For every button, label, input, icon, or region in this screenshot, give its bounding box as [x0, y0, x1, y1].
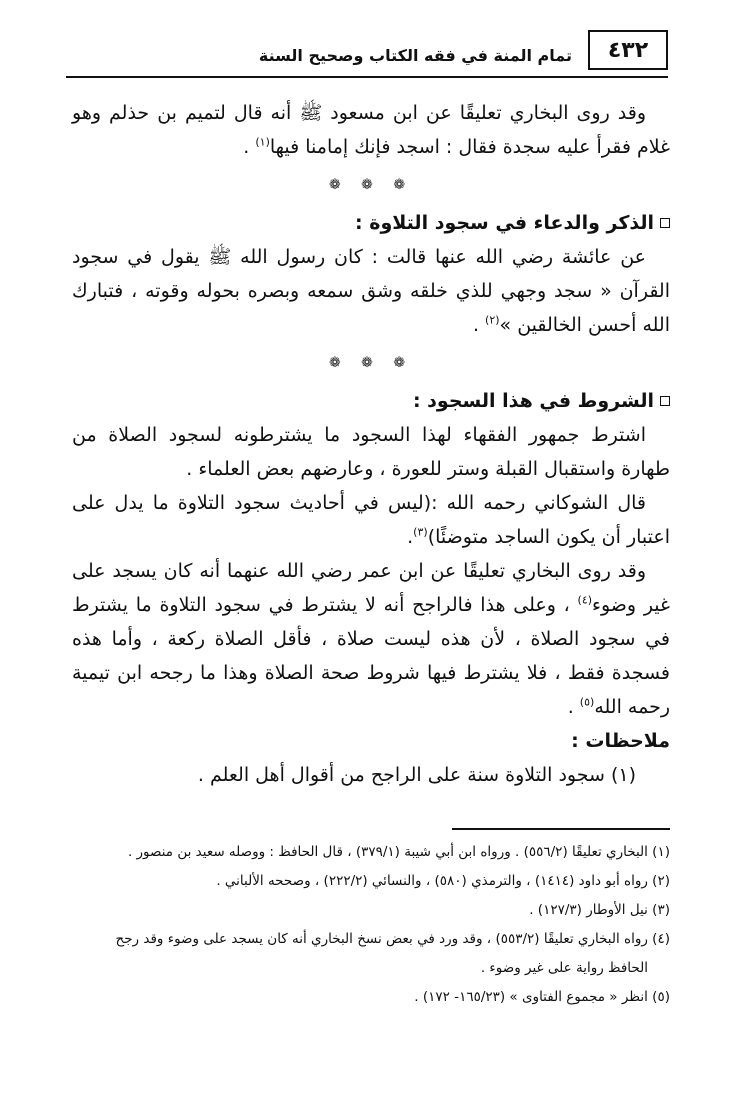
- footnote-ref: (٢): [485, 313, 500, 327]
- footnote-ref: (١): [255, 135, 270, 149]
- footnote-rule: [452, 828, 670, 830]
- paragraph-text: وقد روى البخاري تعليقًا عن ابن عمر رضي الله عنهما أنه كان يسجد على غير وضوء: [72, 560, 670, 616]
- section-heading-dhikr: [72, 206, 670, 240]
- paragraph-end: .: [243, 136, 256, 158]
- square-bullet-icon: [660, 218, 670, 228]
- footnote-5: (٥) انظر « مجموع الفتاوى » (١٦٥/٢٣- ١٧٢) .: [414, 989, 670, 1005]
- paragraph-end: .: [407, 526, 414, 548]
- footnote-2: (٢) رواه أبو داود (١٤١٤) ، والترمذي (٥٨٠) ، والنسائي (٢٢٢/٢) ، وصححه الألباني .: [216, 873, 670, 889]
- note-item: (١) سجود التلاوة سنة على الراجح من أقوال أهل العلم .: [197, 764, 636, 786]
- paragraph-text: عن عائشة رضي الله عنها قالت : كان رسول الله ﷺ يقول في سجود القرآن « سجد وجهي للذي خلقه وشق سمعه وبصره بحوله وقوته ، فتبارك الله أحسن الخالقين »: [72, 246, 670, 336]
- section-heading-text: الشروط في هذا السجود :: [412, 390, 654, 412]
- notes-heading: ملاحظات :: [571, 730, 670, 752]
- ornament-divider: ❁ ❁ ❁: [328, 355, 414, 371]
- section-heading-text: الذكر والدعاء في سجود التلاوة :: [355, 212, 654, 234]
- book-title: تمام المنة في فقه الكتاب وصحيح السنة: [258, 46, 572, 65]
- page-number: ٤٣٢: [588, 30, 668, 70]
- footnote-1: (١) البخاري تعليقًا (٥٥٦/٢) . ورواه ابن أبي شيبة (٣٧٩/١) ، قال الحافظ : ووصله سعيد بن منصور .: [127, 844, 670, 860]
- paragraph-line: فقرأ عليه سجدة فقال : اسجد فإنك إمامنا فيها: [269, 136, 631, 158]
- paragraph-conditions: اشترط جمهور الفقهاء لهذا السجود ما يشترطونه لسجود الصلاة من طهارة واستقبال القبلة وستر للعورة ، وعارضهم بعض العلماء .: [72, 424, 670, 480]
- main-content: [72, 96, 670, 792]
- paragraph-ibn-umar: [72, 554, 670, 724]
- footnotes: [72, 838, 670, 1012]
- paragraph-end: .: [567, 696, 580, 718]
- square-bullet-icon: [660, 396, 670, 406]
- page-header: [66, 30, 668, 84]
- footnote-ref: (٥): [579, 695, 595, 709]
- paragraph-ibn-masud: [72, 96, 670, 164]
- paragraph-end: .: [472, 314, 486, 336]
- ornament-divider: ❁ ❁ ❁: [328, 177, 414, 193]
- footnote-4-continued: الحافظ رواية على غير وضوء .: [480, 960, 648, 976]
- footnote-ref: (٤): [577, 593, 593, 607]
- footnote-ref: (٣): [413, 525, 428, 539]
- paragraph-shawkani: [72, 486, 670, 554]
- paragraph-text: قال الشوكاني رحمه الله :(ليس في أحاديث سجود التلاوة ما يدل على اعتبار أن يكون الساجد متوضئًا): [72, 492, 670, 548]
- header-rule: [66, 76, 668, 78]
- paragraph-text: ، وعلى هذا فالراجح أنه لا يشترط في سجود التلاوة ما يشترط في سجود الصلاة ، لأن هذه ليست صلاة ، فأقل الصلاة ركعة ، وأما هذه فسجدة فقط ، فلا يشترط فيها شروط صحة الصلاة وهذا ما رجحه ابن تيمية رحمه الله: [72, 594, 670, 718]
- footnote-3: (٣) نيل الأوطار (١٢٧/٣) .: [529, 902, 670, 918]
- footnote-4: (٤) رواه البخاري تعليقًا (٥٥٣/٢) ، وقد ورد في بعض نسخ البخاري أنه كان يسجد على وضوء وقد رجح: [115, 931, 670, 947]
- section-heading-conditions: [72, 384, 670, 418]
- paragraph-line: وقد روى البخاري تعليقًا عن ابن مسعود ﷺ أنه قال لتميم بن حذلم وهو غلام: [72, 102, 670, 158]
- paragraph-aisha: [72, 240, 670, 342]
